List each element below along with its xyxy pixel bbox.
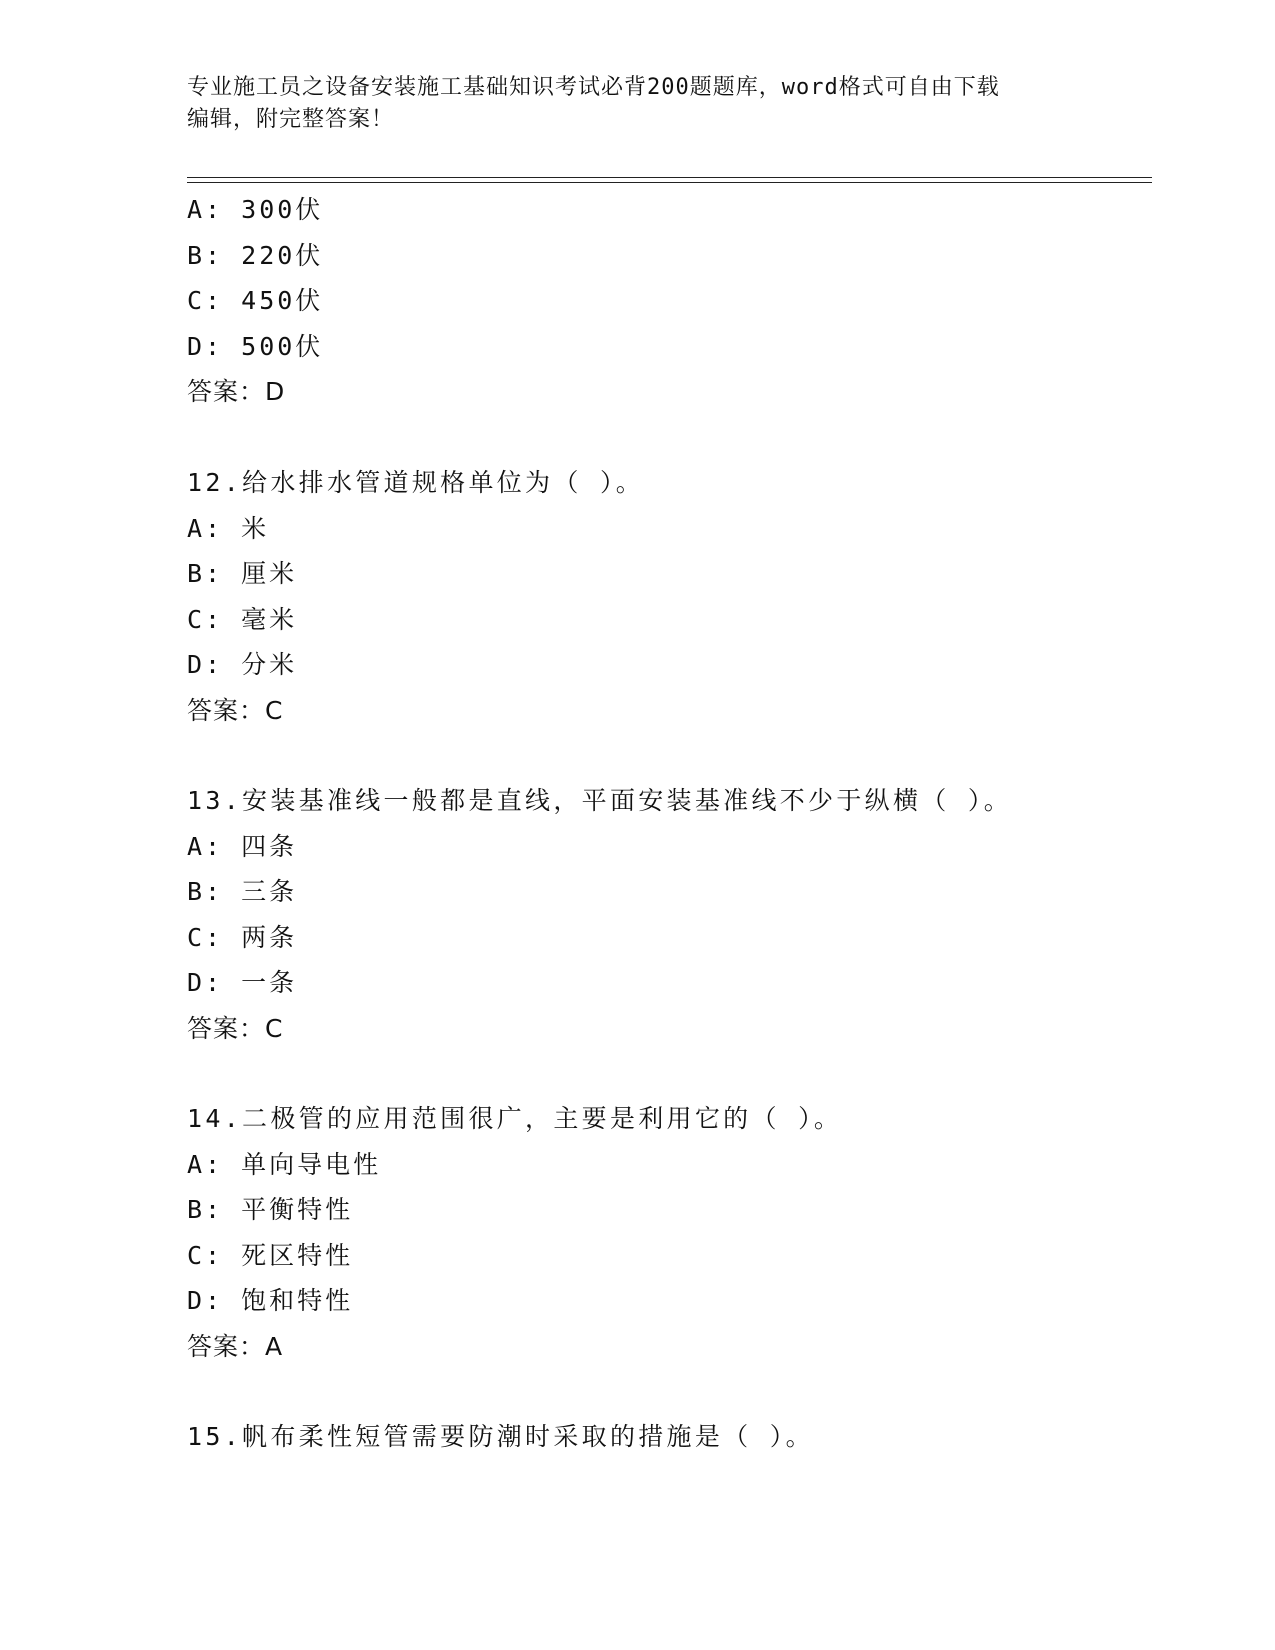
- q14-option-a: A: 单向导电性: [187, 1149, 382, 1179]
- q13-question: 13.安装基准线一般都是直线，平面安装基准线不少于纵横（ ）。: [187, 786, 1013, 815]
- q11-option-b: B: 220伏: [187, 240, 324, 270]
- q13-option-b: B: 三条: [187, 877, 298, 906]
- q15-question: 15.帆布柔性短管需要防潮时采取的措施是（ ）。: [187, 1422, 814, 1451]
- q11-answer: 答案：D: [187, 377, 286, 406]
- q13-option-d: D: 一条: [187, 968, 298, 997]
- q14-option-c: C: 死区特性: [187, 1240, 354, 1270]
- question-13-block: [187, 778, 1147, 1051]
- q14-question: 14.二极管的应用范围很广，主要是利用它的（ ）。: [187, 1104, 843, 1133]
- q11-option-c: C: 450伏: [187, 286, 324, 315]
- q13-option-a: A: 四条: [187, 831, 298, 861]
- q13-answer: 答案：C: [187, 1013, 284, 1043]
- q14-option-b: B: 平衡特性: [187, 1195, 354, 1224]
- header-divider-top: [187, 177, 1152, 178]
- question-12-block: [187, 460, 1147, 733]
- q12-option-b: B: 厘米: [187, 559, 298, 588]
- q12-question: 12.给水排水管道规格单位为（ ）。: [187, 468, 645, 497]
- header-divider-bottom: [187, 182, 1152, 183]
- q14-answer: 答案：A: [187, 1331, 284, 1361]
- question-11-block: [187, 187, 1147, 415]
- document-header: [187, 72, 1067, 136]
- q11-option-a: A: 300伏: [187, 195, 324, 224]
- q12-answer: 答案：C: [187, 695, 284, 725]
- question-14-block: [187, 1096, 1147, 1369]
- q11-option-d: D: 500伏: [187, 331, 324, 361]
- q13-option-c: C: 两条: [187, 922, 298, 952]
- q12-option-d: D: 分米: [187, 650, 298, 679]
- q14-option-d: D: 饱和特性: [187, 1286, 354, 1315]
- header-line-2: 编辑，附完整答案！: [187, 107, 395, 132]
- q12-option-c: C: 毫米: [187, 604, 298, 634]
- q12-option-a: A: 米: [187, 513, 270, 543]
- header-line-1: 专业施工员之设备安装施工基础知识考试必背200题题库，word格式可自由下载: [187, 75, 1000, 100]
- question-15-block: [187, 1414, 1147, 1460]
